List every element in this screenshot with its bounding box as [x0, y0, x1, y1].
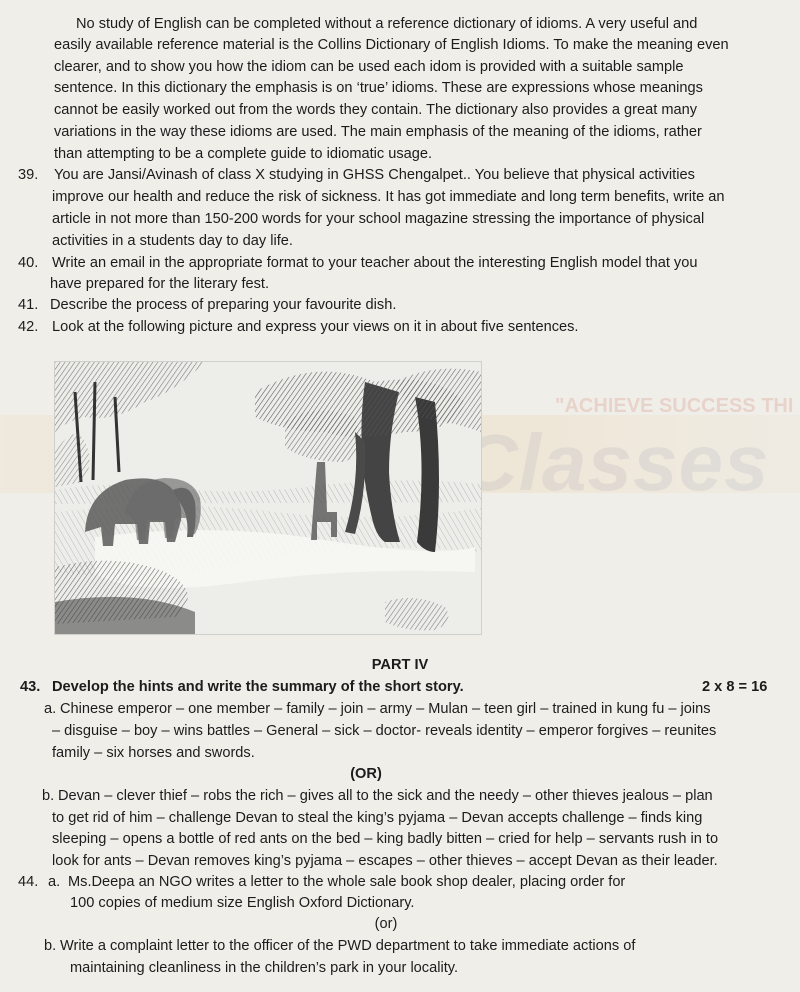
or-separator: (OR) — [350, 766, 382, 782]
marks-label: 2 x 8 = 16 — [702, 679, 768, 695]
question-number: 39. — [18, 167, 39, 183]
option-text: to get rid of him – challenge Devan to steal the king’s pyjama – Devan accepts challenge – finds king — [52, 810, 703, 826]
option-text: – disguise – boy – wins battles – General – sick – doctor- reveals identity – emperor forgives – reunites — [52, 723, 717, 739]
option-text: Ms.Deepa an NGO writes a letter to the whole sale book shop dealer, placing order for — [68, 874, 626, 890]
option-label: a. — [48, 874, 61, 890]
option-text: look for ants – Devan removes king’s pyjama – escapes – other thieves – accept Devan as their leader. — [52, 853, 718, 869]
intro-line: clearer, and to show you how the idiom can be used each idom is provided with a suitable sample — [54, 59, 684, 75]
question-text: activities in a students day to day life. — [52, 233, 293, 249]
watermark-brand: Classes — [460, 418, 770, 507]
option-text: sleeping – opens a bottle of red ants on the bed – king badly bitten – cried for help – servants rush in to — [52, 831, 719, 847]
part-heading: PART IV — [371, 657, 429, 673]
intro-line: cannot be easily worked out from the words they contain. The dictionary also provides a great many — [54, 102, 698, 118]
option-text: 100 copies of medium size English Oxford Dictionary. — [70, 895, 415, 911]
question-number: 41. — [18, 297, 39, 313]
intro-line: easily available reference material is the Collins Dictionary of English Idioms. To make the meaning even — [54, 37, 729, 53]
option-text: Write a complaint letter to the officer of the PWD department to take immediate actions of — [60, 938, 636, 954]
sketch-drawing — [55, 362, 481, 634]
intro-line: than attempting to be a complete guide to idiomatic usage. — [54, 146, 433, 162]
elephant-landscape-sketch — [54, 361, 482, 635]
watermark-tagline: "ACHIEVE SUCCESS THI — [555, 395, 794, 417]
option-text: maintaining cleanliness in the children’s park in your locality. — [70, 960, 459, 976]
intro-line: sentence. In this dictionary the emphasis is on ‘true’ idioms. These are expressions whose meanings — [54, 80, 703, 96]
question-text: Write an email in the appropriate format to your teacher about the interesting English model that you — [52, 255, 698, 271]
option-label: b. — [42, 788, 55, 804]
question-number: 42. — [18, 319, 39, 335]
option-text: Chinese emperor – one member – family – join – army – Mulan – teen girl – trained in kung fu – joins — [60, 701, 711, 717]
option-text: family – six horses and swords. — [52, 745, 255, 761]
option-text: Devan – clever thief – robs the rich – gives all to the sick and the needy – other thieves jealous – plan — [58, 788, 713, 804]
question-number: 44. — [18, 874, 39, 890]
option-label: a. — [44, 701, 57, 717]
question-text: Look at the following picture and express your views on it in about five sentences. — [52, 319, 579, 335]
question-text: have prepared for the literary fest. — [50, 276, 270, 292]
or-separator: (or) — [374, 916, 398, 932]
question-number: 43. — [20, 679, 41, 695]
question-title: Develop the hints and write the summary of the short story. — [52, 679, 464, 695]
intro-line: No study of English can be completed without a reference dictionary of idioms. A very useful and — [76, 16, 698, 32]
question-number: 40. — [18, 255, 39, 271]
question-text: improve our health and reduce the risk of sickness. It has got immediate and long term benefits, write an — [52, 189, 725, 205]
intro-line: variations in the way these idioms are used. The main emphasis of the meaning of the idioms, rather — [54, 124, 702, 140]
option-label: b. — [44, 938, 57, 954]
question-text: You are Jansi/Avinash of class X studying in GHSS Chengalpet.. You believe that physical activities — [54, 167, 695, 183]
question-text: article in not more than 150-200 words for your school magazine stressing the importance of physical — [52, 211, 705, 227]
question-text: Describe the process of preparing your favourite dish. — [50, 297, 397, 313]
